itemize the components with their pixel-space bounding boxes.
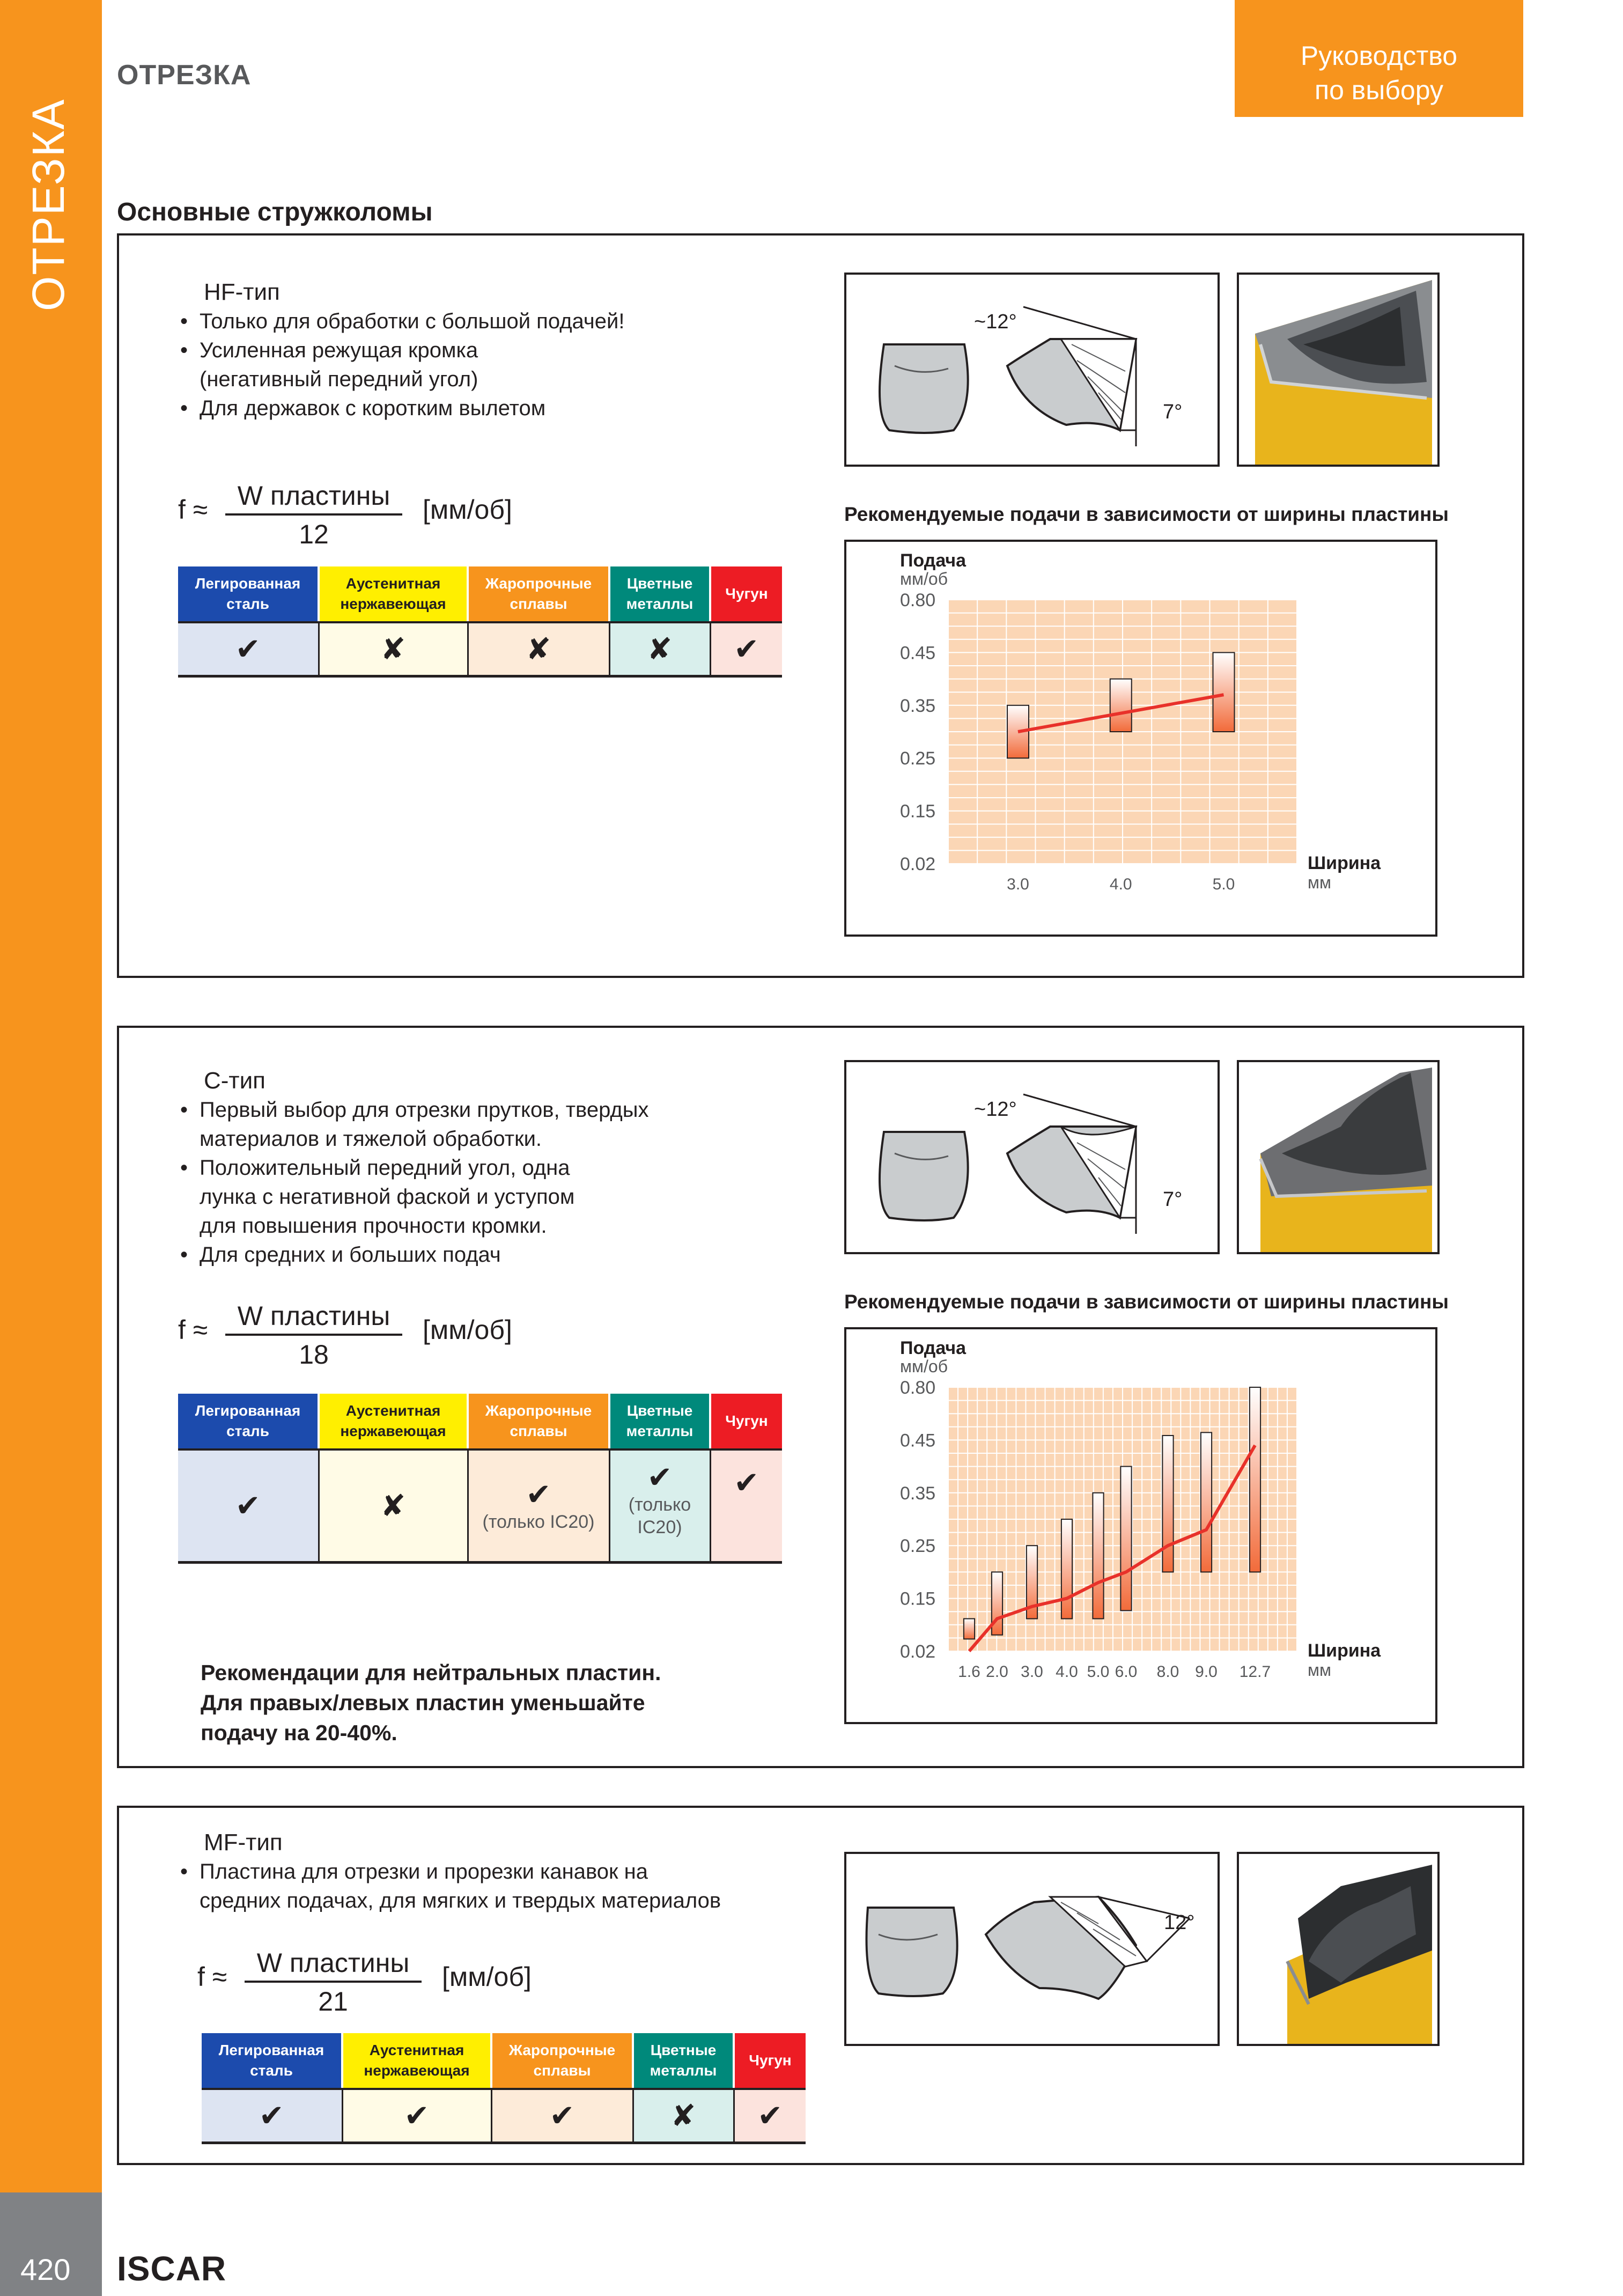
material-header-heat-resistant: Жаропрочные сплавы	[468, 1394, 609, 1449]
range-bar	[1213, 652, 1235, 732]
hf-chart-title: Рекомендуемые подачи в зависимости от ширины пластины	[844, 503, 1449, 525]
x-tick-label: 5.0	[1212, 875, 1235, 893]
mark-cell: ✔	[178, 1449, 319, 1562]
hf-feed-chart	[844, 540, 1437, 937]
c-material-table	[178, 1394, 782, 1564]
y-tick-label: 0.15	[900, 1588, 936, 1609]
x-axis-unit: мм	[1308, 1660, 1331, 1680]
material-header-steel: Легированная сталь	[202, 2033, 342, 2089]
x-tick-label: 12.7	[1239, 1663, 1271, 1681]
material-header-cast-iron: Чугун	[710, 1394, 782, 1449]
mark-note: (только IC20)	[482, 1511, 595, 1532]
x-tick-label: 8.0	[1156, 1663, 1179, 1681]
list-item: • Усиленная режущая кромка (негативный передний угол)	[180, 336, 624, 394]
mark-cell: ✔ (только IC20)	[609, 1449, 710, 1562]
x-tick-label: 5.0	[1087, 1663, 1110, 1681]
hf-geometry-diagram	[844, 273, 1220, 467]
section-title: ОТРЕЗКА	[117, 60, 252, 91]
x-tick-label: 3.0	[1021, 1663, 1043, 1681]
angle-label-top: ~12°	[974, 1098, 1017, 1121]
y-tick-label: 0.80	[900, 590, 936, 610]
side-band	[0, 0, 102, 2192]
x-tick-label: 1.6	[958, 1663, 980, 1681]
list-item: • Первый выбор для отрезки прутков, твердых материалов и тяжелой обработки.	[180, 1095, 649, 1153]
angle-label-top: 12°	[1164, 1911, 1195, 1934]
mark-cell: ✔	[491, 2089, 633, 2143]
x-axis-label: Ширина	[1308, 853, 1381, 873]
mark-cell: ✔	[734, 2089, 806, 2143]
x-axis-label: Ширина	[1308, 1640, 1381, 1661]
mf-insert-photo	[1237, 1852, 1440, 2046]
material-header-non-ferrous: Цветные металлы	[633, 2033, 734, 2089]
y-tick-label: 0.02	[900, 854, 936, 874]
angle-label-top: ~12°	[974, 311, 1017, 333]
material-header-heat-resistant: Жаропрочные сплавы	[491, 2033, 633, 2089]
formula-numerator: W пластины	[225, 1300, 402, 1336]
x-tick-label: 2.0	[986, 1663, 1008, 1681]
list-item: • Для державок с коротким вылетом	[180, 394, 624, 423]
c-type-name: C-тип	[204, 1068, 265, 1094]
c-chart-svg	[846, 1329, 1435, 1722]
mark-cell: ✘	[319, 1449, 468, 1562]
hf-insert-photo	[1237, 273, 1440, 467]
guide-line-2: по выбору	[1315, 75, 1443, 105]
geometry-diagram-icon	[846, 1062, 1218, 1252]
list-item: • Пластина для отрезки и прорезки канавок на средних подачах, для мягких и твердых материалов	[180, 1857, 721, 1915]
mark-cell: ✔	[710, 622, 782, 676]
list-item: • Для средних и больших подач	[180, 1240, 649, 1269]
c-bullets	[180, 1095, 649, 1269]
mark-cell: ✘	[319, 622, 468, 676]
mark-note: (только IC20)	[628, 1495, 691, 1537]
hf-type-name: HF-тип	[204, 279, 280, 305]
material-header-steel: Легированная сталь	[178, 1394, 319, 1449]
formula-f: f ≈	[178, 1315, 208, 1345]
formula-denominator: 12	[299, 519, 329, 549]
material-header-non-ferrous: Цветные металлы	[609, 566, 710, 622]
mark-cell: ✔ (только IC20)	[468, 1449, 609, 1562]
geometry-diagram-icon	[846, 275, 1218, 465]
brand-logo: ISCAR	[117, 2249, 227, 2288]
x-tick-label: 9.0	[1195, 1663, 1218, 1681]
range-bar	[1093, 1493, 1103, 1619]
y-tick-label: 0.25	[900, 748, 936, 769]
list-item: • Положительный передний угол, одна лунка с негативной фаской и уступом для повышения прочности кромки.	[180, 1153, 649, 1240]
material-header-cast-iron: Чугун	[734, 2033, 806, 2089]
selection-guide-tab[interactable]	[1235, 0, 1523, 117]
material-header-austenitic: Аустенитная нержавеющая	[342, 2033, 491, 2089]
x-tick-label: 4.0	[1056, 1663, 1078, 1681]
insert-photo-icon	[1239, 1854, 1437, 2044]
mark-cell: ✔	[178, 622, 319, 676]
material-header-non-ferrous: Цветные металлы	[609, 1394, 710, 1449]
material-header-austenitic: Аустенитная нержавеющая	[319, 566, 468, 622]
list-item: • Только для обработки с большой подачей!	[180, 307, 624, 336]
formula-unit: [мм/об]	[442, 1962, 532, 1992]
material-header-heat-resistant: Жаропрочные сплавы	[468, 566, 609, 622]
formula-f: f ≈	[197, 1962, 227, 1992]
x-axis-unit: мм	[1308, 873, 1331, 892]
mark-cell: ✔	[710, 1449, 782, 1562]
formula-numerator: W пластины	[225, 480, 402, 516]
mark-cell: ✔	[202, 2089, 342, 2143]
formula-f: f ≈	[178, 495, 208, 525]
x-tick-label: 6.0	[1115, 1663, 1138, 1681]
mf-bullets	[180, 1857, 721, 1915]
hf-material-table	[178, 566, 782, 678]
mark-cell: ✘	[633, 2089, 734, 2143]
formula-denominator: 21	[318, 1986, 348, 2017]
c-feed-chart	[844, 1327, 1437, 1724]
page-heading: Основные стружколомы	[117, 198, 433, 226]
formula-numerator: W пластины	[245, 1947, 422, 1983]
side-title: ОТРЕЗКА	[23, 98, 73, 311]
range-bar	[964, 1618, 975, 1639]
y-tick-label: 0.02	[900, 1642, 936, 1662]
range-bar	[1201, 1432, 1212, 1572]
mark-cell: ✘	[609, 622, 710, 676]
y-tick-label: 0.45	[900, 643, 936, 664]
formula-unit: [мм/об]	[423, 1315, 512, 1345]
c-chart-title: Рекомендуемые подачи в зависимости от ширины пластины	[844, 1291, 1449, 1313]
mark-cell: ✘	[468, 622, 609, 676]
y-axis-label: Подача	[900, 1338, 967, 1358]
hf-chart-svg	[846, 542, 1435, 934]
insert-photo-icon	[1239, 275, 1437, 465]
mf-geometry-diagram	[844, 1852, 1220, 2046]
y-tick-label: 0.45	[900, 1430, 936, 1451]
mf-type-name: MF-тип	[204, 1829, 283, 1856]
material-header-cast-iron: Чугун	[710, 566, 782, 622]
y-tick-label: 0.35	[900, 695, 936, 716]
y-axis-unit: мм/об	[900, 1357, 948, 1376]
angle-label-bottom: 7°	[1163, 401, 1183, 423]
x-tick-label: 4.0	[1109, 875, 1132, 893]
mf-material-table	[202, 2033, 806, 2144]
guide-line-1: Руководство	[1300, 41, 1458, 71]
y-tick-label: 0.35	[900, 1483, 936, 1504]
y-tick-label: 0.25	[900, 1536, 936, 1557]
angle-label-bottom: 7°	[1163, 1188, 1183, 1211]
material-header-steel: Легированная сталь	[178, 566, 319, 622]
range-bar	[1162, 1436, 1173, 1572]
insert-photo-icon	[1239, 1062, 1437, 1252]
neutral-insert-note: Рекомендации для нейтральных пластин. Для правых/левых пластин уменьшайте подачу на 20-40%.	[201, 1660, 661, 1745]
page-number: 420	[20, 2253, 71, 2286]
range-bar	[1110, 679, 1132, 732]
material-header-austenitic: Аустенитная нержавеющая	[319, 1394, 468, 1449]
range-bar	[1250, 1387, 1260, 1572]
y-tick-label: 0.15	[900, 801, 936, 822]
formula-unit: [мм/об]	[423, 495, 512, 525]
c-geometry-diagram	[844, 1060, 1220, 1254]
y-axis-label: Подача	[900, 550, 967, 571]
mark-cell: ✔	[342, 2089, 491, 2143]
y-tick-label: 0.80	[900, 1378, 936, 1398]
hf-bullets	[180, 307, 624, 423]
range-bar	[1120, 1467, 1131, 1611]
x-tick-label: 3.0	[1007, 875, 1029, 893]
range-bar	[1061, 1519, 1072, 1618]
c-insert-photo	[1237, 1060, 1440, 1254]
y-axis-unit: мм/об	[900, 569, 948, 588]
geometry-diagram-icon	[846, 1854, 1218, 2044]
formula-denominator: 18	[299, 1340, 329, 1370]
